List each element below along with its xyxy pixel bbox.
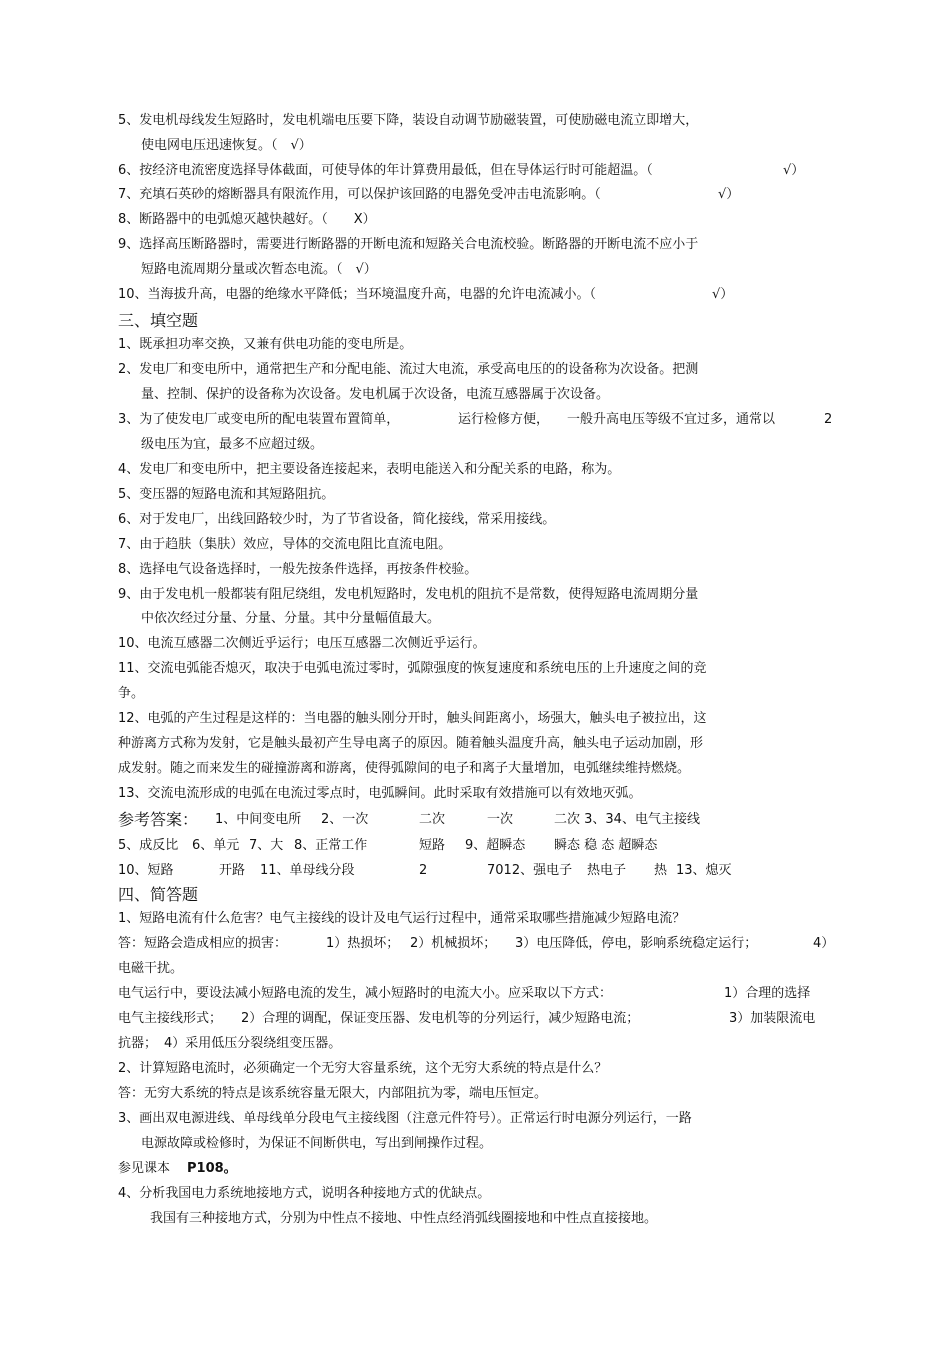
fill-11-line1: 11、交流电弧能否熄灭，取决于电弧电流过零时，弧隙强度的恢复速度和系统电压的上升速度之间的竞 <box>118 661 707 676</box>
qa-4-answer: 我国有三种接地方式，分别为中性点不接地、中性点经消弧线圈接地和中性点直接接地。 <box>150 1211 658 1226</box>
answer-item: 11、单母线分段 <box>260 863 355 878</box>
qa-1-answer-line5: 抗器； <box>118 1036 158 1051</box>
answer-item: 热 <box>654 863 668 878</box>
fill-5: 5、变压器的短路电流和其短路阻抗。 <box>118 487 335 502</box>
judge-7-answer: √） <box>718 187 740 202</box>
qa-1-answer-line4-mid: 2）合理的调配，保证变压器、发电机等的分列运行，减少短路电流； <box>241 1011 640 1026</box>
judge-9-line1: 9、选择高压断路器时，需要进行断路器的开断电流和短路关合电流校验。断路器的开断电流不应小于 <box>118 237 699 252</box>
qa-1-answer-line5-end: 4）采用低压分裂绕组变压器。 <box>164 1036 342 1051</box>
answers-heading: 参考答案： <box>118 810 199 829</box>
judge-9-line2: 短路电流周期分量或次暂态电流。（ √） <box>141 262 377 277</box>
qa-1-answer-line3: 电气运行中，要设法减小短路电流的发生，减小短路时的电流大小。应采取以下方式： <box>118 986 613 1001</box>
answer-item: 开路 <box>219 863 246 878</box>
section-heading-fill-in: 三、填空题 <box>118 311 199 330</box>
answer-item: 7012、强电子 <box>487 863 573 878</box>
qa-1-answer-line4: 电气主接线形式； <box>118 1011 223 1026</box>
fill-7: 7、由于趋肤（集肤）效应，导体的交流电阻比直流电阻。 <box>118 537 452 552</box>
qa-3-question-line1: 3、画出双电源进线、单母线单分段电气主接线图（注意元件符号）。正常运行时电源分列运行，一路 <box>118 1111 692 1126</box>
answer-item: 一次 <box>487 812 514 827</box>
fill-2-line1: 2、发电厂和变电所中，通常把生产和分配电能、流过大电流，承受高电压的的设备称为次设备。把测 <box>118 362 699 377</box>
fill-3-part4: 2 <box>824 412 833 427</box>
answer-item: 二次 <box>419 812 446 827</box>
answer-item: 热电子 <box>587 863 627 878</box>
judge-10: 10、当海拔升高，电器的绝缘水平降低；当环境温度升高，电器的允许电流减小。（ <box>118 287 597 302</box>
qa-1-answer-part4: 3）电压降低，停电，影响系统稳定运行； <box>515 936 758 951</box>
fill-10: 10、电流互感器二次侧近乎运行；电压互感器二次侧近乎运行。 <box>118 636 486 651</box>
fill-8: 8、选择电气设备选择时，一般先按条件选择，再按条件校验。 <box>118 562 478 577</box>
fill-3-part3: 一般升高电压等级不宜过多，通常以 <box>567 412 776 427</box>
judge-8: 8、断路器中的电弧熄灭越快越好。（ X） <box>118 212 376 227</box>
judge-5-line2: 使电网电压迅速恢复。（ √） <box>141 138 312 153</box>
answer-item: 2、一次 <box>321 812 369 827</box>
fill-3-part2: 运行检修方便， <box>458 412 550 427</box>
answer-item: 短路 <box>419 838 446 853</box>
section-heading-short-answer: 四、简答题 <box>118 885 199 904</box>
fill-3-line2: 级电压为宜，最多不应超过级。 <box>141 437 324 452</box>
qa-4-question: 4、分析我国电力系统地接地方式，说明各种接地方式的优缺点。 <box>118 1186 491 1201</box>
answer-item: 6、单元 <box>192 838 240 853</box>
fill-9-line1: 9、由于发电机一般都装有阻尼绕组，发电机短路时，发电机的阻抗不是常数，使得短路电流周期分量 <box>118 587 699 602</box>
fill-2-line2: 量、控制、保护的设备称为次设备。发电机属于次设备，电流互感器属于次设备。 <box>141 387 610 402</box>
answer-item: 5、成反比 <box>118 838 179 853</box>
answer-item: 10、短路 <box>118 863 174 878</box>
answer-item: 1、中间变电所 <box>215 812 302 827</box>
answer-item: 9、超瞬态 <box>465 838 526 853</box>
qa-2-question: 2、计算短路电流时，必须确定一个无穷大容量系统，这个无穷大系统的特点是什么？ <box>118 1061 608 1076</box>
fill-11-line2: 争。 <box>118 686 145 701</box>
judge-6-answer: √） <box>783 163 805 178</box>
qa-1-answer-line3-end: 1）合理的选择 <box>724 986 811 1001</box>
qa-1-question: 1、短路电流有什么危害？电气主接线的设计及电气运行过程中，通常采取哪些措施减少短路电流？ <box>118 911 686 926</box>
answer-item: 瞬态 稳 态 超瞬态 <box>554 838 658 853</box>
fill-3-part1: 3、为了使发电厂或变电所的配电装置布置简单， <box>118 412 400 427</box>
qa-3-answer: 参见课本 <box>118 1161 171 1176</box>
fill-1: 1、既承担功率交换，又兼有供电功能的变电所是。 <box>118 337 413 352</box>
fill-13: 13、交流电流形成的电弧在电流过零点时，电弧瞬间。此时采取有效措施可以有效地灭弧。 <box>118 786 642 801</box>
qa-1-answer-part2: 1）热损坏； <box>326 936 400 951</box>
qa-1-answer-line2: 电磁干扰。 <box>118 961 184 976</box>
judge-6: 6、按经济电流密度选择导体截面，可使导体的年计算费用最低，但在导体运行时可能超温。（ <box>118 163 653 178</box>
qa-1-answer-part1: 答：短路会造成相应的损害： <box>118 936 288 951</box>
answer-item: 2 <box>419 863 428 878</box>
answer-item: 7、大 <box>249 838 284 853</box>
answer-item: 二次 3、34、电气主接线 <box>554 812 700 827</box>
judge-5-line1: 5、发电机母线发生短路时，发电机端电压要下降，装设自动调节励磁装置，可使励磁电流立即增大， <box>118 113 699 128</box>
qa-3-question-line2: 电源故障或检修时，为保证不间断供电，写出到闸操作过程。 <box>141 1136 493 1151</box>
fill-12-line1: 12、电弧的产生过程是这样的：当电器的触头刚分开时，触头间距离小，场强大，触头电子被拉出，这 <box>118 711 707 726</box>
qa-1-answer-part5: 4） <box>813 936 835 951</box>
fill-4: 4、发电厂和变电所中，把主要设备连接起来，表明电能送入和分配关系的电路，称为。 <box>118 462 621 477</box>
answer-item: 13、熄灭 <box>676 863 732 878</box>
judge-7: 7、充填石英砂的熔断器具有限流作用，可以保护该回路的电器免受冲击电流影响。（ <box>118 187 601 202</box>
qa-1-answer-line4-end: 3）加装限流电 <box>729 1011 816 1026</box>
qa-1-answer-part3: 2）机械损坏； <box>410 936 497 951</box>
fill-12-line2: 种游离方式称为发射，它是触头最初产生导电离子的原因。随着触头温度升高，触头电子运动加剧，形 <box>118 736 704 751</box>
judge-10-answer: √） <box>712 287 734 302</box>
answer-item: 8、正常工作 <box>294 838 368 853</box>
qa-2-answer: 答：无穷大系统的特点是该系统容量无限大，内部阻抗为零，端电压恒定。 <box>118 1086 548 1101</box>
qa-3-answer-page: P108。 <box>187 1161 237 1176</box>
fill-12-line3: 成发射。随之而来发生的碰撞游离和游离，使得弧隙间的电子和离子大量增加，电弧继续维持燃烧。 <box>118 761 691 776</box>
fill-9-line2: 中依次经过分量、分量、分量。其中分量幅值最大。 <box>141 611 441 626</box>
fill-6: 6、对于发电厂，出线回路较少时，为了节省设备，简化接线，常采用接线。 <box>118 512 556 527</box>
